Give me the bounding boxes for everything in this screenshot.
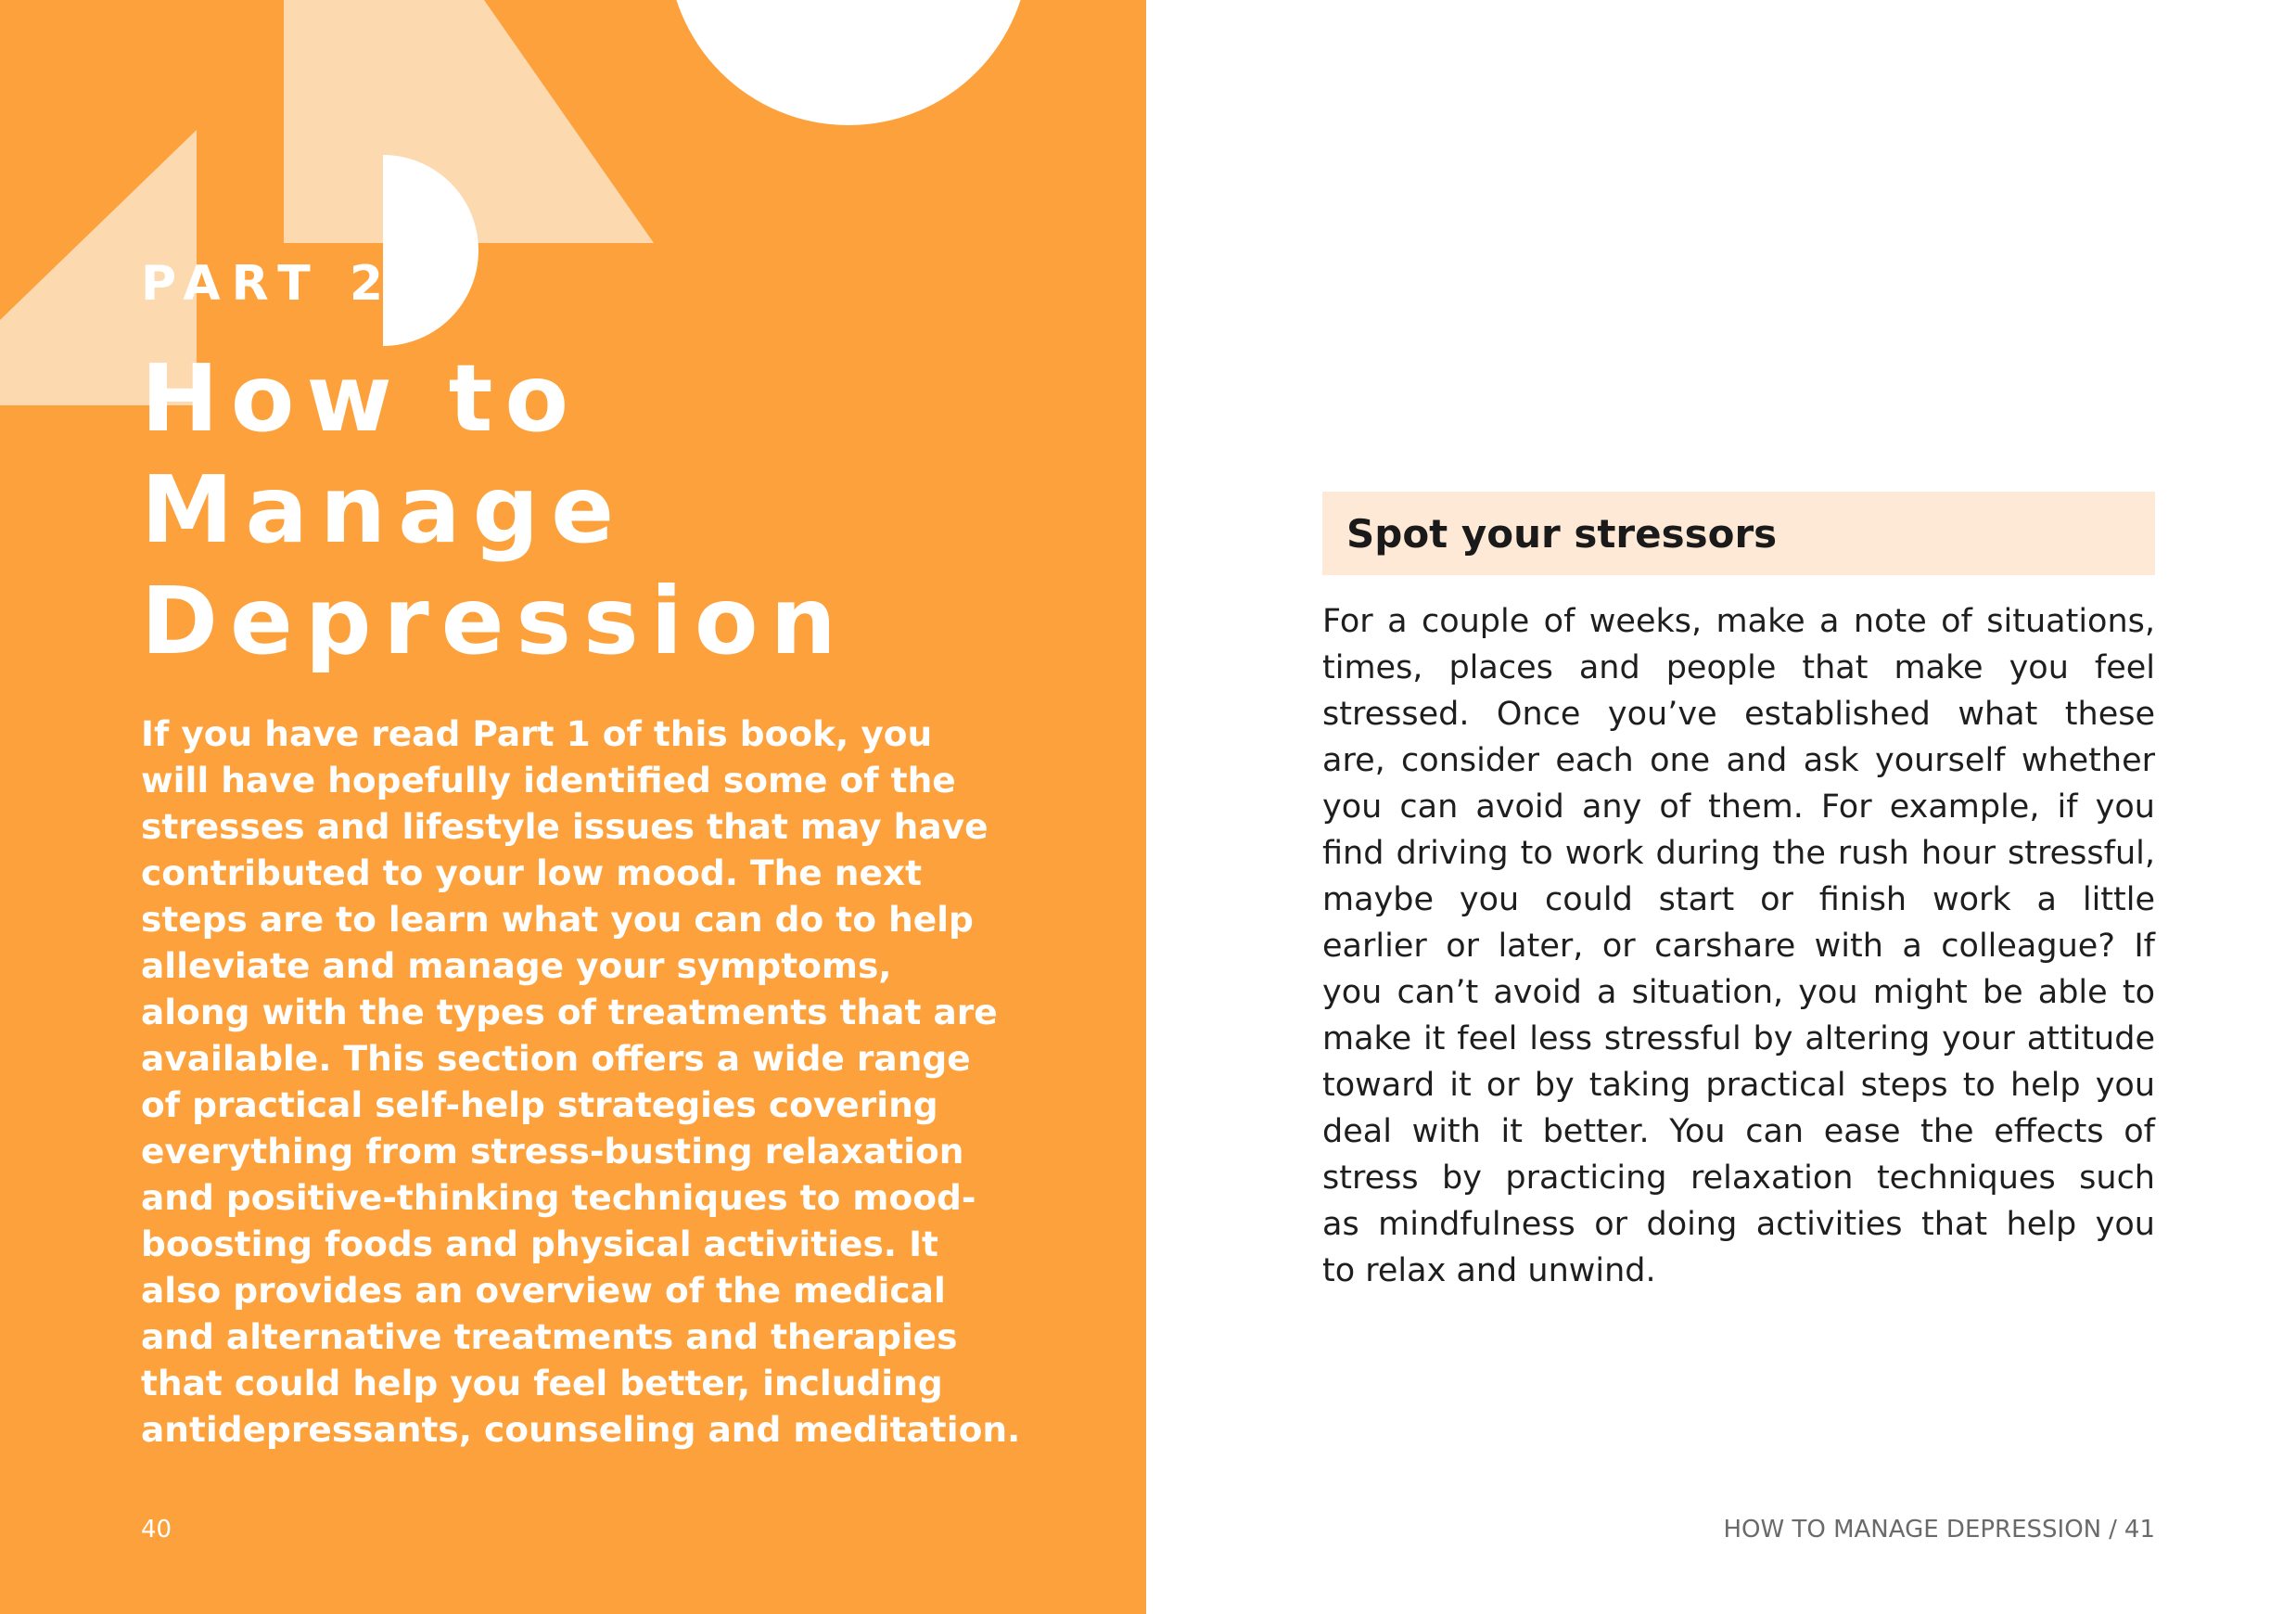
intro-line: and alternative treatments and therapies bbox=[141, 1316, 958, 1357]
body-line: are, consider each one and ask yourself whether bbox=[1322, 742, 2155, 779]
body-line: you can avoid any of them. For example, if you bbox=[1322, 788, 2155, 826]
body-line: as mindfulness or doing activities that help you bbox=[1322, 1206, 2155, 1243]
right-page bbox=[1146, 0, 2296, 1614]
intro-line: antidepressants, counseling and meditation. bbox=[141, 1409, 1021, 1450]
body-line: toward it or by taking practical steps to help you bbox=[1322, 1067, 2155, 1104]
section-heading: Spot your stressors bbox=[1346, 510, 1778, 557]
intro-paragraph bbox=[141, 711, 1021, 1453]
peach-triangle-top bbox=[284, 0, 654, 243]
footer-title: HOW TO MANAGE DEPRESSION bbox=[1723, 1516, 2102, 1544]
body-line: deal with it better. You can ease the effects of bbox=[1322, 1113, 2155, 1150]
body-line: earlier or later, or carshare with a colleague? If bbox=[1322, 928, 2155, 965]
intro-line: stresses and lifestyle issues that may have bbox=[141, 806, 989, 847]
body-line: stressed. Once you’ve established what these bbox=[1322, 696, 2155, 733]
page-number-left: 40 bbox=[141, 1516, 172, 1544]
body-paragraph bbox=[1322, 598, 2155, 1294]
part-label: PART 2 bbox=[141, 256, 395, 312]
intro-line: of practical self-help strategies covering bbox=[141, 1084, 938, 1125]
body-line: make it feel less stressful by altering your attitude bbox=[1322, 1020, 2155, 1057]
intro-line: alleviate and manage your symptoms, bbox=[141, 945, 892, 986]
page-number-right: 41 bbox=[2124, 1516, 2155, 1544]
intro-line: boosting foods and physical activities. It bbox=[141, 1223, 938, 1264]
body-line: find driving to work during the rush hour stressful, bbox=[1322, 835, 2155, 872]
footer-separator: / bbox=[2109, 1516, 2117, 1544]
body-line: you can’t avoid a situation, you might be able to bbox=[1322, 974, 2155, 1011]
white-circle-top bbox=[668, 0, 1029, 125]
intro-line: also provides an overview of the medical bbox=[141, 1270, 946, 1311]
intro-line: available. This section offers a wide range bbox=[141, 1038, 971, 1079]
part-title-line: Manage bbox=[141, 455, 627, 564]
part-title-line: Depression bbox=[141, 567, 848, 675]
running-footer bbox=[1723, 1514, 2155, 1545]
body-line: to relax and unwind. bbox=[1322, 1252, 1656, 1289]
body-line: stress by practicing relaxation techniques such bbox=[1322, 1159, 2155, 1197]
part-title bbox=[141, 343, 848, 677]
left-page bbox=[0, 0, 1146, 1614]
part-title-line: How to bbox=[141, 344, 581, 453]
body-line: For a couple of weeks, make a note of situations, bbox=[1322, 603, 2155, 640]
body-line: times, places and people that make you feel bbox=[1322, 649, 2155, 686]
intro-line: If you have read Part 1 of this book, you bbox=[141, 713, 933, 754]
intro-line: will have hopefully identified some of the bbox=[141, 760, 956, 801]
intro-line: and positive-thinking techniques to mood- bbox=[141, 1177, 976, 1218]
intro-line: that could help you feel better, including bbox=[141, 1363, 943, 1403]
body-line: maybe you could start or finish work a little bbox=[1322, 881, 2155, 918]
intro-line: contributed to your low mood. The next bbox=[141, 852, 923, 893]
intro-line: steps are to learn what you can do to help bbox=[141, 899, 974, 940]
section-heading-box bbox=[1322, 492, 2155, 575]
intro-line: everything from stress-busting relaxation bbox=[141, 1131, 964, 1172]
intro-line: along with the types of treatments that are bbox=[141, 992, 998, 1032]
